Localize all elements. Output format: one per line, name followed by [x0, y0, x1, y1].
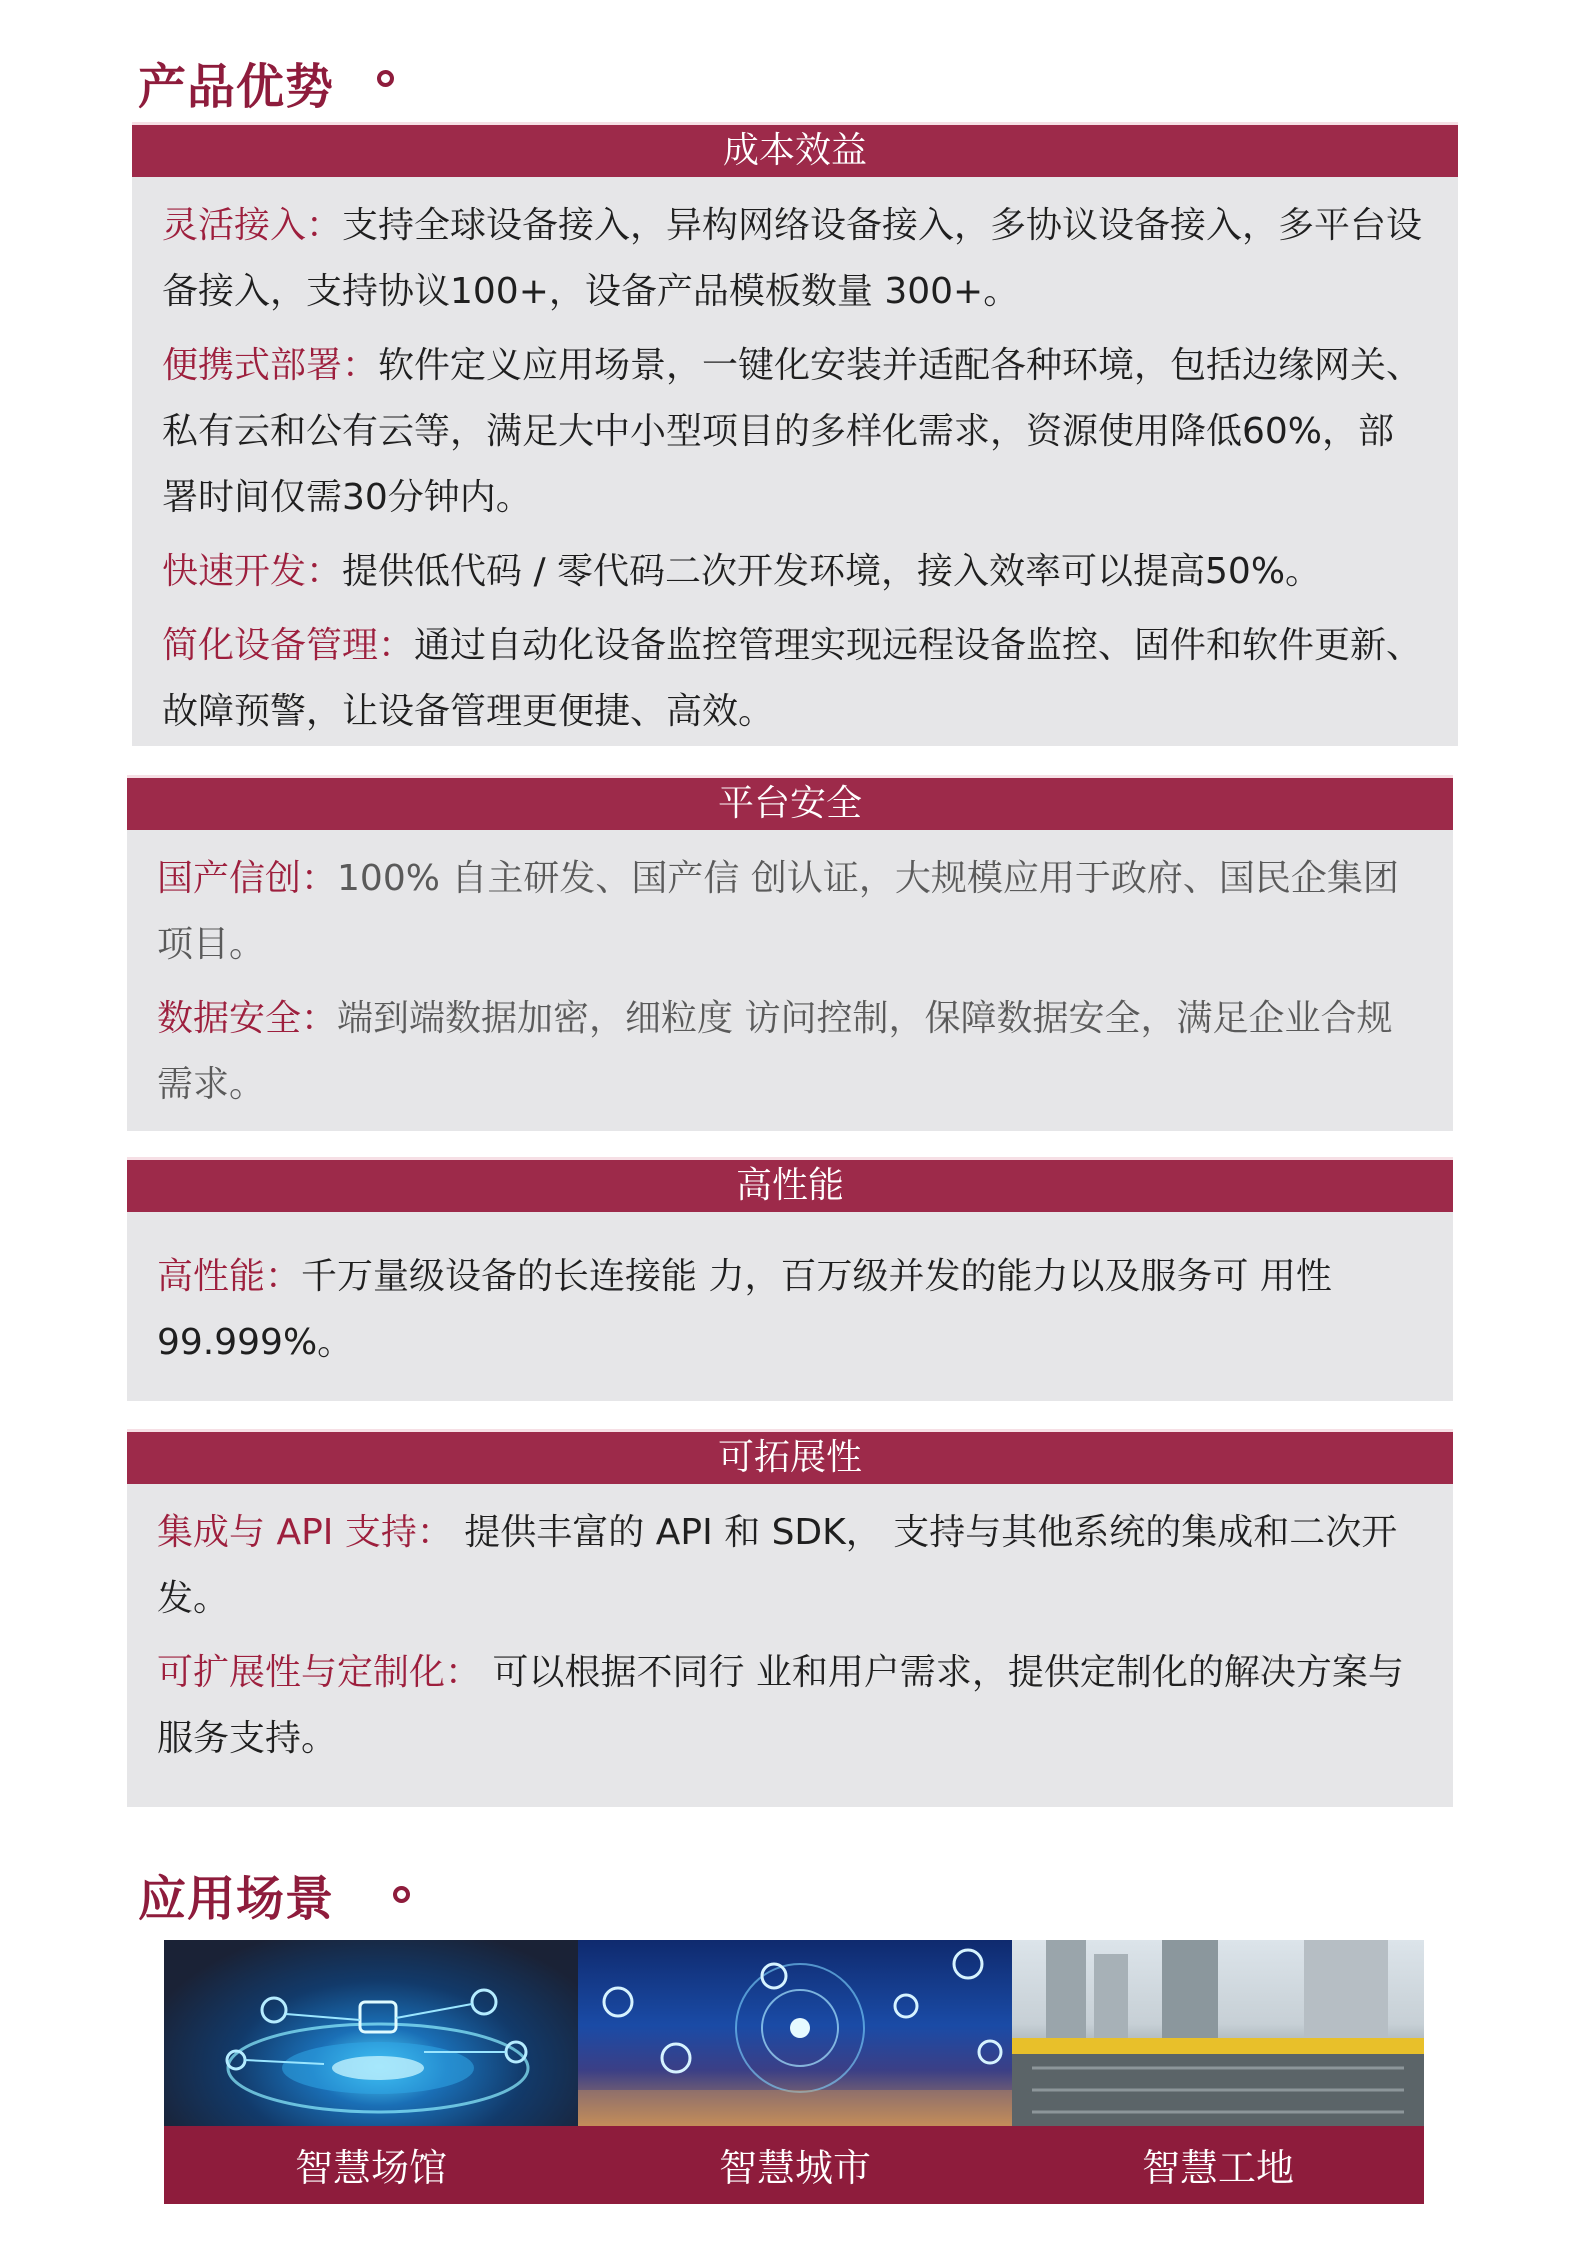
panel-scalability [127, 1429, 1453, 1807]
panel-high-performance [127, 1157, 1453, 1401]
feature-rapid-dev [162, 539, 1426, 605]
feature-customization [157, 1640, 1421, 1772]
feature-text: 100% 自主研发、国产信 创认证，大规模应用于政府、国民企集团项目。 [157, 858, 1399, 965]
feature-label: 可扩展性与定制化： [157, 1652, 482, 1693]
panel-title: 高性能 [127, 1157, 1453, 1212]
feature-domestic-innovation [157, 846, 1421, 978]
panel-title: 可拓展性 [127, 1429, 1453, 1484]
scenario-tile-construction [1012, 1940, 1424, 2204]
feature-data-security [157, 986, 1421, 1118]
scenario-tile-city [578, 1940, 1012, 2204]
feature-label: 快速开发： [162, 551, 343, 592]
scenario-caption: 智慧工地 [1012, 2126, 1424, 2204]
feature-flexible-access [162, 193, 1426, 325]
feature-label: 灵活接入： [162, 205, 343, 246]
feature-label: 便携式部署： [162, 345, 379, 386]
scenario-strip [164, 1940, 1424, 2204]
feature-label: 国产信创： [157, 858, 338, 899]
feature-high-performance [157, 1244, 1421, 1376]
heading-bullet-icon [377, 70, 394, 87]
panel-cost-benefit [132, 122, 1458, 746]
feature-text: 提供丰富的 API 和 SDK， 支持与其他系统的集成和二次开发。 [157, 1512, 1398, 1619]
feature-text: 可以根据不同行 业和用户需求，提供定制化的解决方案与服务支持。 [157, 1652, 1404, 1759]
feature-label: 高性能： [157, 1256, 302, 1297]
feature-label: 集成与 API 支持： [157, 1512, 453, 1553]
feature-device-management [162, 613, 1426, 745]
feature-label: 简化设备管理： [162, 625, 415, 666]
stadium-image [164, 1940, 578, 2126]
heading-bullet-icon [393, 1886, 410, 1903]
feature-text: 端到端数据加密，细粒度 访问控制，保障数据安全，满足企业合规需求。 [157, 998, 1393, 1105]
panel-title: 平台安全 [127, 775, 1453, 830]
feature-text: 软件定义应用场景，一键化安装并适配各种环境，包括边缘网关、私有云和公有云等，满足大中小型项目的多样化需求，资源使用降低60%，部署时间仅需30分钟内。 [162, 345, 1423, 518]
feature-label: 数据安全： [157, 998, 338, 1039]
feature-text: 提供低代码 / 零代码二次开发环境，接入效率可以提高50%。 [342, 551, 1322, 592]
city-image [578, 1940, 1012, 2126]
scenario-caption: 智慧城市 [578, 2126, 1012, 2204]
scenario-caption: 智慧场馆 [164, 2126, 578, 2204]
feature-text: 千万量级设备的长连接能 力，百万级并发的能力以及服务可 用性 99.999%。 [157, 1256, 1332, 1363]
advantages-heading: 产品优势 [138, 59, 335, 115]
scenario-tile-stadium [164, 1940, 578, 2204]
construction-site-image [1012, 1940, 1424, 2126]
panel-platform-security [127, 775, 1453, 1131]
feature-api-integration [157, 1500, 1421, 1632]
scenarios-heading: 应用场景 [138, 1871, 335, 1927]
feature-text: 支持全球设备接入，异构网络设备接入，多协议设备接入，多平台设备接入，支持协议100+，设备产品模板数量 300+。 [162, 205, 1423, 312]
feature-portable-deploy [162, 333, 1426, 531]
feature-text: 通过自动化设备监控管理实现远程设备监控、固件和软件更新、故障预警，让设备管理更便捷、高效。 [162, 625, 1423, 732]
panel-title: 成本效益 [132, 122, 1458, 177]
